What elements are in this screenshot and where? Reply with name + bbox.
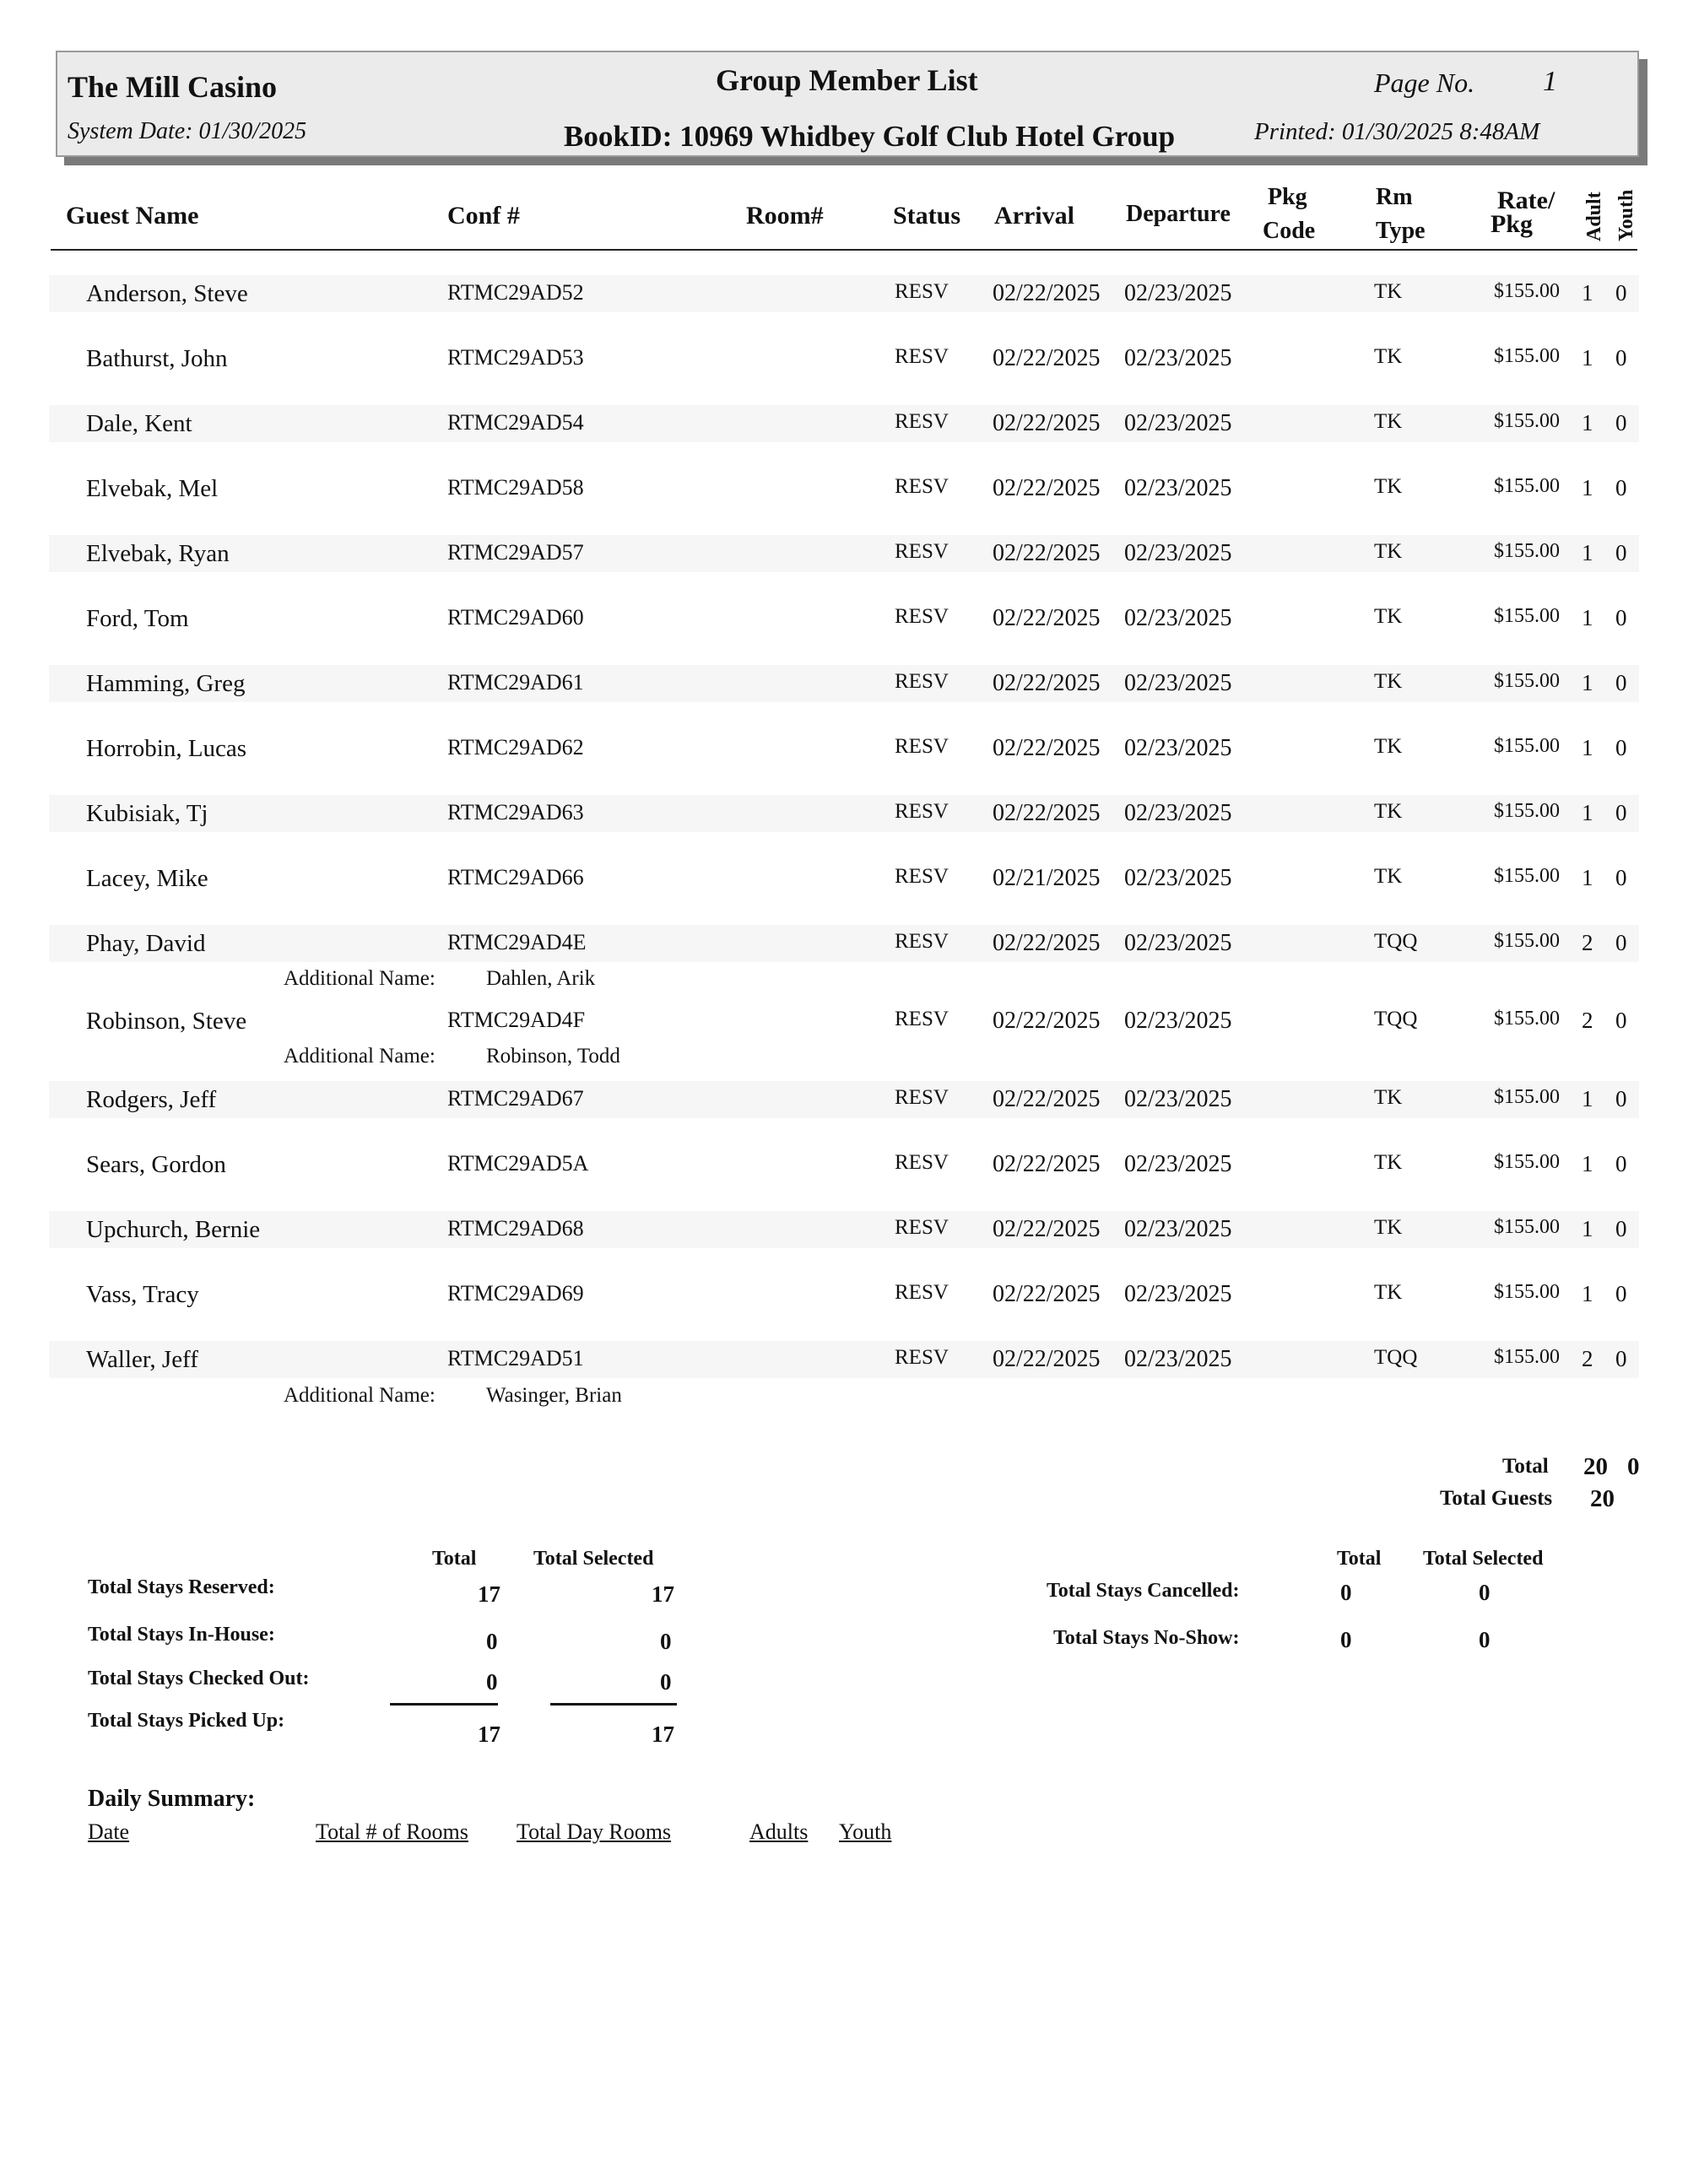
departure: 02/23/2025 xyxy=(1124,280,1232,306)
total-guests-label: Total Guests xyxy=(1440,1487,1553,1510)
arrival: 02/22/2025 xyxy=(993,800,1101,826)
adults: 1 xyxy=(1582,865,1593,890)
arrival: 02/22/2025 xyxy=(993,670,1101,696)
departure: 02/23/2025 xyxy=(1124,800,1232,826)
conf-number: RTMC29AD66 xyxy=(447,865,584,889)
checkedout-selected: 0 xyxy=(660,1669,672,1695)
departure: 02/23/2025 xyxy=(1124,1216,1232,1242)
rate: $155.00 xyxy=(1494,605,1560,627)
pickedup-total: 17 xyxy=(478,1722,500,1747)
room-type: TK xyxy=(1374,1086,1403,1109)
table-row xyxy=(49,1341,1639,1378)
page-label: Page No. xyxy=(1374,68,1475,98)
room-type: TK xyxy=(1374,280,1403,303)
rate: $155.00 xyxy=(1494,1086,1560,1108)
adults: 1 xyxy=(1582,540,1593,565)
arrival: 02/22/2025 xyxy=(993,1008,1101,1034)
rate: $155.00 xyxy=(1494,735,1560,757)
col-arrival: Arrival xyxy=(994,202,1074,230)
youth: 0 xyxy=(1615,1086,1627,1111)
status: RESV xyxy=(895,1008,949,1030)
adults: 1 xyxy=(1582,280,1593,305)
col-departure: Departure xyxy=(1126,201,1231,227)
arrival: 02/22/2025 xyxy=(993,605,1101,631)
guest-name: Robinson, Steve xyxy=(86,1008,247,1035)
guest-name: Anderson, Steve xyxy=(86,280,248,307)
conf-number: RTMC29AD4E xyxy=(447,930,587,954)
status: RESV xyxy=(895,605,949,628)
table-row xyxy=(49,470,1639,507)
total-adults: 20 xyxy=(1583,1453,1608,1480)
table-row xyxy=(49,665,1639,702)
departure: 02/23/2025 xyxy=(1124,410,1232,436)
guest-name: Vass, Tracy xyxy=(86,1281,199,1308)
arrival: 02/22/2025 xyxy=(993,410,1101,436)
guest-name: Elvebak, Mel xyxy=(86,475,219,502)
col-status: Status xyxy=(893,202,961,230)
adults: 1 xyxy=(1582,605,1593,630)
conf-number: RTMC29AD61 xyxy=(447,670,584,695)
arrival: 02/22/2025 xyxy=(993,930,1101,956)
adults: 1 xyxy=(1582,1281,1593,1306)
checkedout-total: 0 xyxy=(486,1669,498,1695)
status: RESV xyxy=(895,410,949,433)
system-date: System Date: 01/30/2025 xyxy=(68,118,307,144)
youth: 0 xyxy=(1615,1346,1627,1371)
guest-name: Elvebak, Ryan xyxy=(86,540,230,567)
guest-name: Ford, Tom xyxy=(86,605,189,632)
youth: 0 xyxy=(1615,475,1627,500)
guest-name: Lacey, Mike xyxy=(86,865,208,892)
room-type: TK xyxy=(1374,540,1403,563)
status: RESV xyxy=(895,1086,949,1109)
youth: 0 xyxy=(1615,800,1627,825)
conf-number: RTMC29AD4F xyxy=(447,1008,586,1032)
room-type: TQQ xyxy=(1374,1008,1418,1030)
daily-col-adults: Adults xyxy=(749,1819,809,1844)
conf-number: RTMC29AD69 xyxy=(447,1281,584,1306)
adults: 1 xyxy=(1582,345,1593,370)
col-adult: Adult xyxy=(1583,192,1605,241)
col-pkg-rate: Pkg xyxy=(1491,210,1534,238)
table-row xyxy=(49,1081,1639,1118)
additional-name-label: Additional Name: xyxy=(284,1045,436,1068)
table-row xyxy=(49,1003,1639,1040)
arrival: 02/22/2025 xyxy=(993,1346,1101,1372)
col-room: Room# xyxy=(746,202,824,230)
conf-number: RTMC29AD67 xyxy=(447,1086,584,1111)
noshow-label: Total Stays No-Show: xyxy=(1053,1627,1240,1649)
youth: 0 xyxy=(1615,865,1627,890)
departure: 02/23/2025 xyxy=(1124,670,1232,696)
departure: 02/23/2025 xyxy=(1124,475,1232,501)
stays-col-total-right: Total xyxy=(1337,1548,1382,1570)
adults: 2 xyxy=(1582,1008,1593,1033)
conf-number: RTMC29AD52 xyxy=(447,280,584,305)
status: RESV xyxy=(895,280,949,303)
daily-col-rooms: Total # of Rooms xyxy=(316,1819,468,1844)
rate: $155.00 xyxy=(1494,670,1560,692)
arrival: 02/22/2025 xyxy=(993,280,1101,306)
youth: 0 xyxy=(1615,410,1627,435)
departure: 02/23/2025 xyxy=(1124,345,1232,371)
rate: $155.00 xyxy=(1494,930,1560,952)
adults: 2 xyxy=(1582,930,1593,955)
arrival: 02/21/2025 xyxy=(993,865,1101,891)
book-id-group: BookID: 10969 Whidbey Golf Club Hotel Group xyxy=(564,120,1176,153)
inhouse-label: Total Stays In-House: xyxy=(88,1624,275,1646)
adults: 1 xyxy=(1582,410,1593,435)
conf-number: RTMC29AD5A xyxy=(447,1151,589,1176)
noshow-selected: 0 xyxy=(1479,1627,1491,1652)
room-type: TQQ xyxy=(1374,930,1418,953)
col-pkg: Pkg xyxy=(1268,184,1307,210)
room-type: TK xyxy=(1374,670,1403,693)
status: RESV xyxy=(895,865,949,888)
status: RESV xyxy=(895,540,949,563)
departure: 02/23/2025 xyxy=(1124,1008,1232,1034)
adults: 1 xyxy=(1582,670,1593,695)
youth: 0 xyxy=(1615,670,1627,695)
inhouse-total: 0 xyxy=(486,1629,498,1654)
table-row xyxy=(49,1276,1639,1313)
rate: $155.00 xyxy=(1494,1346,1560,1368)
additional-name-value: Dahlen, Arik xyxy=(486,967,596,990)
table-row xyxy=(49,535,1639,572)
checkedout-label: Total Stays Checked Out: xyxy=(88,1668,310,1689)
status: RESV xyxy=(895,1346,949,1369)
col-guest-name: Guest Name xyxy=(66,202,199,230)
rate: $155.00 xyxy=(1494,1151,1560,1173)
page-number: 1 xyxy=(1543,66,1557,97)
additional-name-label: Additional Name: xyxy=(284,1384,436,1407)
youth: 0 xyxy=(1615,1008,1627,1033)
departure: 02/23/2025 xyxy=(1124,1346,1232,1372)
conf-number: RTMC29AD53 xyxy=(447,345,584,370)
col-rm: Rm xyxy=(1376,184,1413,210)
conf-number: RTMC29AD62 xyxy=(447,735,584,760)
rate: $155.00 xyxy=(1494,280,1560,302)
col-type: Type xyxy=(1376,218,1426,244)
total-guests: 20 xyxy=(1590,1485,1615,1512)
youth: 0 xyxy=(1615,1281,1627,1306)
room-type: TQQ xyxy=(1374,1346,1418,1369)
status: RESV xyxy=(895,1281,949,1304)
rate: $155.00 xyxy=(1494,800,1560,822)
header-rule xyxy=(51,249,1637,251)
rate: $155.00 xyxy=(1494,475,1560,497)
conf-number: RTMC29AD51 xyxy=(447,1346,584,1370)
youth: 0 xyxy=(1615,280,1627,305)
status: RESV xyxy=(895,345,949,368)
room-type: TK xyxy=(1374,410,1403,433)
reserved-label: Total Stays Reserved: xyxy=(88,1576,275,1598)
adults: 2 xyxy=(1582,1346,1593,1371)
room-type: TK xyxy=(1374,800,1403,823)
status: RESV xyxy=(895,930,949,953)
cancelled-label: Total Stays Cancelled: xyxy=(1047,1580,1240,1602)
guest-name: Horrobin, Lucas xyxy=(86,735,247,762)
table-row xyxy=(49,340,1639,377)
stays-col-total: Total xyxy=(432,1548,477,1570)
youth: 0 xyxy=(1615,1151,1627,1176)
stays-col-selected-right: Total Selected xyxy=(1423,1548,1544,1570)
conf-number: RTMC29AD68 xyxy=(447,1216,584,1241)
status: RESV xyxy=(895,1151,949,1174)
pickedup-selected: 17 xyxy=(652,1722,674,1747)
conf-number: RTMC29AD63 xyxy=(447,800,584,824)
guest-name: Rodgers, Jeff xyxy=(86,1086,217,1113)
reserved-total: 17 xyxy=(478,1581,500,1607)
adults: 1 xyxy=(1582,800,1593,825)
status: RESV xyxy=(895,475,949,498)
departure: 02/23/2025 xyxy=(1124,865,1232,891)
adults: 1 xyxy=(1582,475,1593,500)
company-name: The Mill Casino xyxy=(68,70,278,104)
rate: $155.00 xyxy=(1494,1281,1560,1303)
table-row xyxy=(49,860,1639,897)
departure: 02/23/2025 xyxy=(1124,540,1232,566)
arrival: 02/22/2025 xyxy=(993,1281,1101,1307)
arrival: 02/22/2025 xyxy=(993,475,1101,501)
room-type: TK xyxy=(1374,1216,1403,1239)
departure: 02/23/2025 xyxy=(1124,605,1232,631)
conf-number: RTMC29AD57 xyxy=(447,540,584,565)
guest-name: Sears, Gordon xyxy=(86,1151,226,1178)
room-type: TK xyxy=(1374,1151,1403,1174)
col-conf: Conf # xyxy=(447,202,520,230)
table-row xyxy=(49,1146,1639,1183)
pickedup-label: Total Stays Picked Up: xyxy=(88,1710,285,1732)
additional-name-label: Additional Name: xyxy=(284,967,436,990)
departure: 02/23/2025 xyxy=(1124,930,1232,956)
table-row xyxy=(49,1211,1639,1248)
departure: 02/23/2025 xyxy=(1124,735,1232,761)
youth: 0 xyxy=(1615,735,1627,760)
reserved-selected: 17 xyxy=(652,1581,674,1607)
conf-number: RTMC29AD60 xyxy=(447,605,584,630)
total-youth: 0 xyxy=(1627,1453,1640,1480)
additional-name-value: Robinson, Todd xyxy=(486,1045,620,1068)
youth: 0 xyxy=(1615,605,1627,630)
room-type: TK xyxy=(1374,475,1403,498)
table-row xyxy=(49,795,1639,832)
youth: 0 xyxy=(1615,1216,1627,1241)
col-youth: Youth xyxy=(1615,189,1637,241)
guest-name: Hamming, Greg xyxy=(86,670,246,697)
adults: 1 xyxy=(1582,1216,1593,1241)
room-type: TK xyxy=(1374,865,1403,888)
rate: $155.00 xyxy=(1494,540,1560,562)
guest-name: Bathurst, John xyxy=(86,345,228,372)
arrival: 02/22/2025 xyxy=(993,345,1101,371)
adults: 1 xyxy=(1582,1151,1593,1176)
departure: 02/23/2025 xyxy=(1124,1281,1232,1307)
departure: 02/23/2025 xyxy=(1124,1151,1232,1177)
col-rate: Rate/ xyxy=(1497,187,1555,214)
youth: 0 xyxy=(1615,540,1627,565)
guest-name: Phay, David xyxy=(86,930,206,957)
room-type: TK xyxy=(1374,605,1403,628)
daily-col-date: Date xyxy=(88,1819,130,1844)
departure: 02/23/2025 xyxy=(1124,1086,1232,1112)
status: RESV xyxy=(895,1216,949,1239)
sum-rule-total xyxy=(390,1703,498,1706)
cancelled-selected: 0 xyxy=(1479,1580,1491,1605)
status: RESV xyxy=(895,735,949,758)
room-type: TK xyxy=(1374,735,1403,758)
cancelled-total: 0 xyxy=(1340,1580,1352,1605)
table-row xyxy=(49,925,1639,962)
guest-name: Upchurch, Bernie xyxy=(86,1216,261,1243)
sum-rule-selected xyxy=(550,1703,677,1706)
arrival: 02/22/2025 xyxy=(993,1086,1101,1112)
col-code: Code xyxy=(1263,218,1316,244)
conf-number: RTMC29AD54 xyxy=(447,410,584,435)
daily-col-day-rooms: Total Day Rooms xyxy=(517,1819,672,1844)
additional-name-value: Wasinger, Brian xyxy=(486,1384,622,1407)
conf-number: RTMC29AD58 xyxy=(447,475,584,500)
rate: $155.00 xyxy=(1494,345,1560,367)
guest-name: Waller, Jeff xyxy=(86,1346,198,1373)
table-row xyxy=(49,275,1639,312)
room-type: TK xyxy=(1374,345,1403,368)
rate: $155.00 xyxy=(1494,1216,1560,1238)
guest-name: Kubisiak, Tj xyxy=(86,800,208,827)
youth: 0 xyxy=(1615,930,1627,955)
youth: 0 xyxy=(1615,345,1627,370)
daily-summary-title: Daily Summary: xyxy=(88,1786,256,1812)
table-row xyxy=(49,730,1639,767)
room-type: TK xyxy=(1374,1281,1403,1304)
stays-col-selected: Total Selected xyxy=(533,1548,654,1570)
report-title: Group Member List xyxy=(716,63,978,97)
table-row xyxy=(49,600,1639,637)
arrival: 02/22/2025 xyxy=(993,1151,1101,1177)
printed-date: Printed: 01/30/2025 8:48AM xyxy=(1254,118,1540,145)
rate: $155.00 xyxy=(1494,410,1560,432)
table-row xyxy=(49,405,1639,442)
arrival: 02/22/2025 xyxy=(993,735,1101,761)
adults: 1 xyxy=(1582,1086,1593,1111)
inhouse-selected: 0 xyxy=(660,1629,672,1654)
rate: $155.00 xyxy=(1494,865,1560,887)
status: RESV xyxy=(895,670,949,693)
arrival: 02/22/2025 xyxy=(993,540,1101,566)
daily-col-youth: Youth xyxy=(839,1819,892,1844)
noshow-total: 0 xyxy=(1340,1627,1352,1652)
total-label: Total xyxy=(1502,1455,1549,1478)
rate: $155.00 xyxy=(1494,1008,1560,1030)
arrival: 02/22/2025 xyxy=(993,1216,1101,1242)
guest-name: Dale, Kent xyxy=(86,410,192,437)
status: RESV xyxy=(895,800,949,823)
adults: 1 xyxy=(1582,735,1593,760)
report-header xyxy=(56,51,1639,157)
